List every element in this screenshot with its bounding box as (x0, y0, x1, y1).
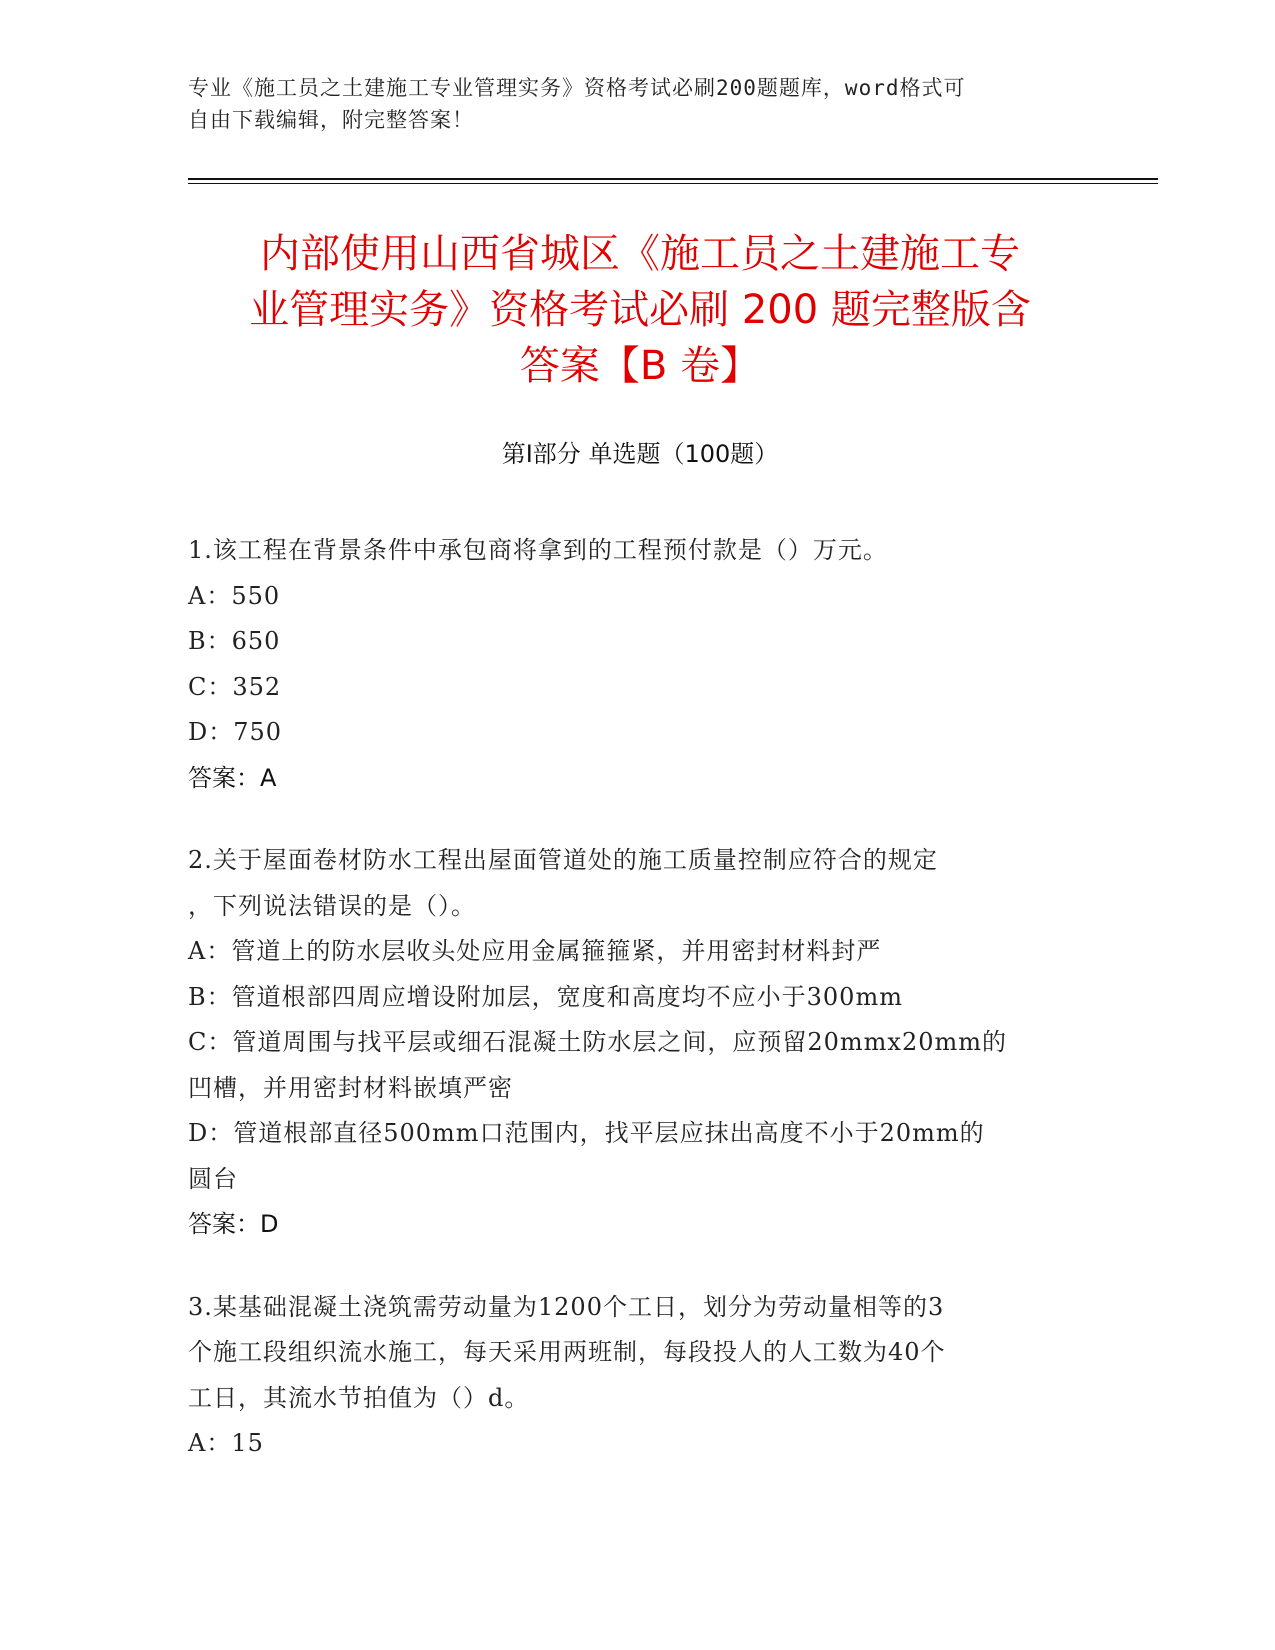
option-line: D：管道根部直径500mm口范围内，找平层应抹出高度不小于20mm的 (188, 1119, 985, 1147)
option-line: C：352 (188, 672, 282, 701)
option-line: A：15 (188, 1429, 264, 1457)
answer-line: 答案：A (188, 763, 277, 792)
option-line: A：550 (188, 581, 281, 610)
option-line: 圆台 (188, 1164, 238, 1193)
answer-line: 答案：D (188, 1210, 279, 1238)
option-line: B：管道根部四周应增设附加层，宽度和高度均不应小于300mm (188, 982, 903, 1011)
title-line: 业管理实务》资格考试必刷 200 题完整版含 (249, 287, 1031, 333)
question-stem-line: 2.关于屋面卷材防水工程出屋面管道处的施工质量控制应符合的规定 (188, 846, 938, 874)
title-line: 内部使用山西省城区《施工员之土建施工专 (260, 231, 1020, 277)
question-stem-line: 工日，其流水节拍值为（）d。 (188, 1383, 530, 1412)
question-stem-line: 1.该工程在背景条件中承包商将拿到的工程预付款是（）万元。 (188, 536, 888, 564)
question-stem-line: ，下列说法错误的是（）。 (188, 891, 476, 920)
header-note-line: 专业《施工员之土建施工专业管理实务》资格考试必刷200题题库，word格式可 (188, 76, 966, 100)
document-title (190, 226, 1090, 394)
header-divider-thin (188, 183, 1158, 184)
question-item (188, 1285, 1078, 1467)
question-list (188, 528, 1078, 1504)
header-divider-thick (188, 178, 1158, 180)
question-item (188, 528, 1078, 801)
question-stem-line: 3.某基础混凝土浇筑需劳动量为1200个工日，划分为劳动量相等的3 (188, 1292, 945, 1321)
option-line: A：管道上的防水层收头处应用金属箍箍紧，并用密封材料封严 (188, 937, 882, 965)
question-item (188, 838, 1078, 1248)
option-line: 凹槽，并用密封材料嵌填严密 (188, 1073, 513, 1102)
option-line: D：750 (188, 718, 283, 746)
section-heading: 第Ⅰ部分 单选题（100题） (501, 440, 779, 468)
title-line: 答案【B 卷】 (519, 343, 761, 389)
header-note-line: 自由下载编辑，附完整答案！ (188, 108, 474, 132)
option-line: B：650 (188, 627, 281, 655)
question-stem-line: 个施工段组织流水施工，每天采用两班制，每段投人的人工数为40个 (188, 1338, 946, 1366)
header-note (188, 72, 1068, 136)
option-line: C：管道周围与找平层或细石混凝土防水层之间，应预留20mmx20mm的 (188, 1028, 1008, 1056)
